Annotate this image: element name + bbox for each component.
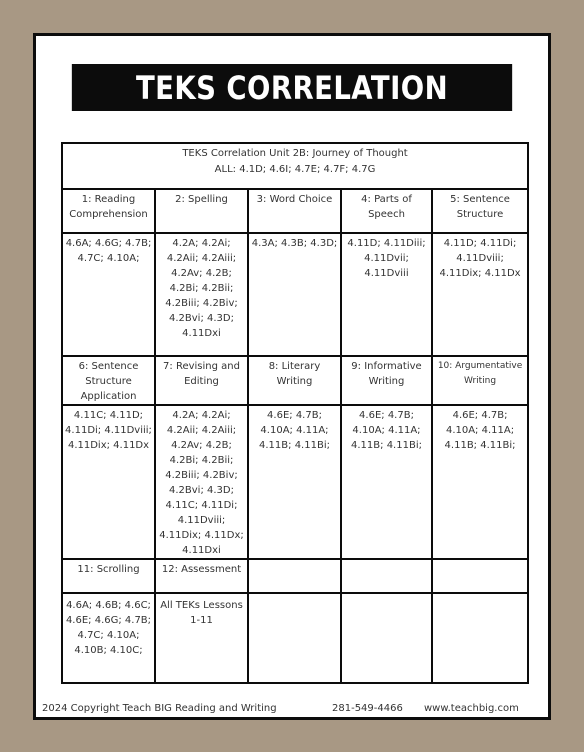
header-cell: 5: Sentence Structure [432, 189, 528, 233]
table-header-row [62, 356, 528, 405]
table-value-row [62, 405, 528, 559]
value-cell: All TEKs Lessons 1-11 [155, 593, 248, 683]
page-footer [42, 703, 542, 714]
value-cell: 4.11D; 4.11Diii; 4.11Dvii; 4.11Dviii [341, 233, 432, 356]
value-cell [432, 593, 528, 683]
header-cell: 9: Informative Writing [341, 356, 432, 405]
header-cell: 7: Revising and Editing [155, 356, 248, 405]
table-title-row [62, 143, 528, 189]
table-all-teks: ALL: 4.1D; 4.6I; 4.7E; 4.7F; 4.7G [214, 164, 376, 175]
value-cell: 4.3A; 4.3B; 4.3D; [248, 233, 341, 356]
footer-copyright: 2024 Copyright Teach BIG Reading and Writing [42, 703, 277, 714]
footer-phone: 281-549-4466 [332, 703, 403, 714]
page-title: TEKS CORRELATION [72, 64, 512, 111]
value-cell: 4.6E; 4.7B; 4.10A; 4.11A; 4.11B; 4.11Bi; [248, 405, 341, 559]
footer-website: www.teachbig.com [424, 703, 519, 714]
header-cell: 4: Parts of Speech [341, 189, 432, 233]
header-cell [432, 559, 528, 593]
header-cell: 8: Literary Writing [248, 356, 341, 405]
table-value-row [62, 233, 528, 356]
table-header-row [62, 189, 528, 233]
header-cell: 3: Word Choice [248, 189, 341, 233]
header-cell: 1: Reading Comprehension [62, 189, 155, 233]
value-cell: 4.6E; 4.7B; 4.10A; 4.11A; 4.11B; 4.11Bi; [432, 405, 528, 559]
header-cell: 12: Assessment [155, 559, 248, 593]
value-cell: 4.2A; 4.2Ai; 4.2Aii; 4.2Aiii; 4.2Av; 4.2B; 4.2Bi; 4.2Bii; 4.2Biii; 4.2Biv; 4.2Bvi; 4.3D; 4.11C; 4.11Di; 4.11Dviii; 4.11Dix; 4.11Dx; 4.11Dxi [155, 405, 248, 559]
value-cell [248, 593, 341, 683]
header-cell [248, 559, 341, 593]
value-cell: 4.11D; 4.11Di; 4.11Dviii; 4.11Dix; 4.11Dx [432, 233, 528, 356]
value-cell: 4.6A; 4.6B; 4.6C; 4.6E; 4.6G; 4.7B; 4.7C; 4.10A; 4.10B; 4.10C; [62, 593, 155, 683]
value-cell: 4.6E; 4.7B; 4.10A; 4.11A; 4.11B; 4.11Bi; [341, 405, 432, 559]
header-cell: 2: Spelling [155, 189, 248, 233]
header-cell: 11: Scrolling [62, 559, 155, 593]
table-value-row [62, 593, 528, 683]
value-cell: 4.2A; 4.2Ai; 4.2Aii; 4.2Aiii; 4.2Av; 4.2B; 4.2Bi; 4.2Bii; 4.2Biii; 4.2Biv; 4.2Bvi; 4.3D; 4.11Dxi [155, 233, 248, 356]
value-cell: 4.11C; 4.11D; 4.11Di; 4.11Dviii; 4.11Dix; 4.11Dx [62, 405, 155, 559]
header-cell: 10: Argumentative Writing [432, 356, 528, 405]
value-cell: 4.6A; 4.6G; 4.7B; 4.7C; 4.10A; [62, 233, 155, 356]
table-header-row [62, 559, 528, 593]
header-cell: 6: Sentence Structure Application [62, 356, 155, 405]
table-title-cell [62, 143, 528, 189]
header-cell [341, 559, 432, 593]
table-title: TEKS Correlation Unit 2B: Journey of Thought [182, 148, 408, 159]
document-page [33, 33, 551, 720]
value-cell [341, 593, 432, 683]
teks-table [61, 142, 529, 684]
